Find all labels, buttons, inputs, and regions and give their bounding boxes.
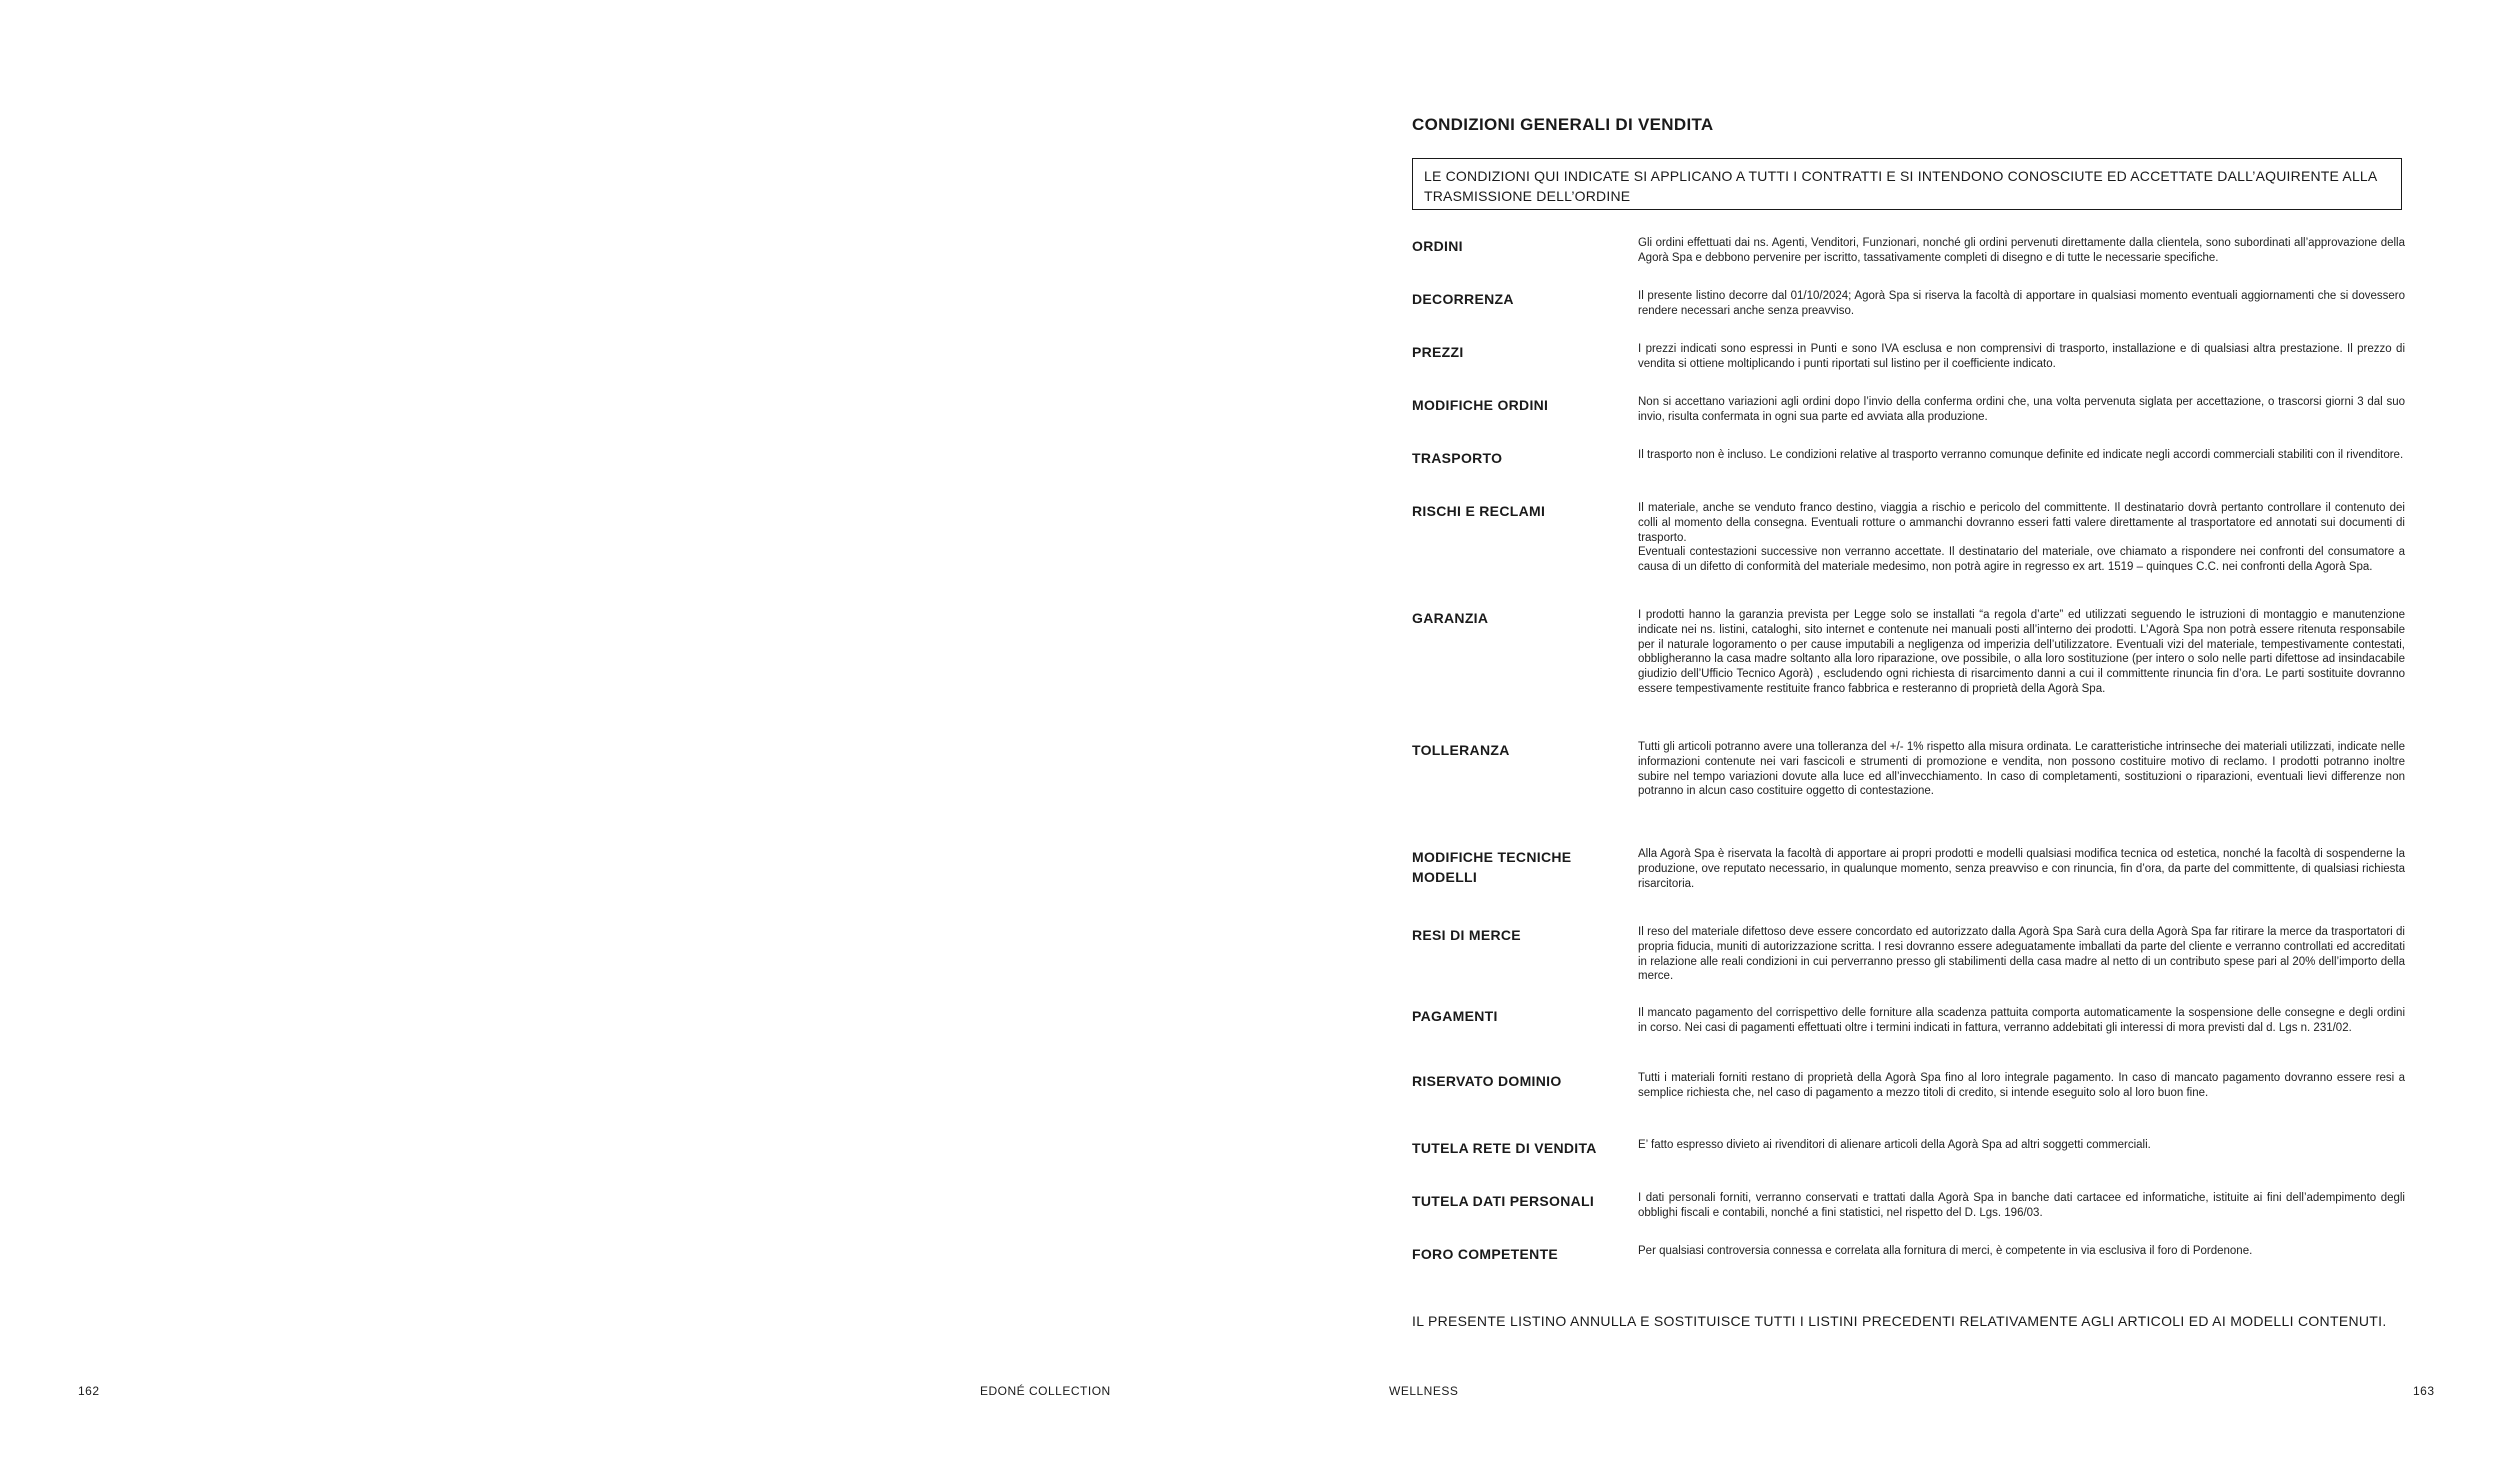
condition-text <box>1638 1191 2405 1221</box>
condition-label: MODIFICHE ORDINI <box>1412 397 1549 413</box>
condition-text <box>1638 1138 2405 1153</box>
right-section-name: WELLNESS <box>1389 1384 1459 1398</box>
right-page-number: 163 <box>2413 1384 2435 1398</box>
condition-label: TRASPORTO <box>1412 450 1503 466</box>
condition-text <box>1638 289 2405 319</box>
condition-text <box>1638 448 2405 463</box>
condition-text <box>1638 1244 2405 1259</box>
condition-label: PAGAMENTI <box>1412 1008 1498 1024</box>
condition-text <box>1638 608 2405 697</box>
condition-text <box>1638 847 2405 891</box>
condition-text <box>1638 395 2405 425</box>
condition-paragraph: I prezzi indicati sono espressi in Punti e sono IVA esclusa e non comprensivi di trasporto, installazione e di qualsiasi altra prestazione. Il prezzo di vendita si ottiene moltiplicando i punti riportati sul listino per il coefficiente indicato. <box>1638 343 2405 370</box>
condition-label: DECORRENZA <box>1412 291 1514 307</box>
condition-paragraph: I prodotti hanno la garanzia prevista per Legge solo se installati “a regola d’arte” ed utilizzati seguendo le istruzioni di montaggio e manutenzione indicate nei ns. listini, cataloghi, sito internet e contenute nei manuali posti all’interno dei prodotti. L’Agorà Spa non potrà essere ritenuta responsabile per il naturale logoramento o per cause imputabili a negligenza od imperizia dell’utilizzatore. Eventuali vizi del materiale, tempestivamente contestati, obbligheranno la casa madre soltanto alla loro riparazione, ove possibile, o alla loro sostituzione (per intero o solo nelle parti difettose ad insindacabile giudizio dell’Ufficio Tecnico Agorà) , escludendo ogni richiesta di risarcimento danni a cui il committente rinuncia fin d’ora. Le parti sostituite dovranno essere tempestivamente restituite franco fabbrica e resteranno di proprietà della Agorà Spa. <box>1638 609 2405 695</box>
condition-paragraph: Tutti gli articoli potranno avere una tolleranza del +/- 1% rispetto alla misura ordinata. Le caratteristiche intrinseche dei materiali utilizzati, indicate nelle informazioni contenute nei vari fascicoli e strumenti di promozione e vendita, non possono costituire motivo di reclamo. I prodotti potranno inoltre subire nel tempo variazioni dovute alla luce ed all’invecchiamento. In caso di completamenti, sostituzioni o riparazioni, eventuali lievi differenze non potranno in alcun caso costituire oggetto di contestazione. <box>1638 741 2405 798</box>
condition-label: FORO COMPETENTE <box>1412 1246 1559 1262</box>
condition-text <box>1638 740 2405 799</box>
condition-paragraph: Eventuali contestazioni successive non verranno accettate. Il destinatario del materiale, ove chiamato a rispondere nei confronti del consumatore a causa di un difetto di conformità del materiale medesimo, non potrà agire in regresso ex art. 1519 – quinques C.C. nei confronti della Agorà Spa. <box>1638 546 2405 574</box>
page-title: CONDIZIONI GENERALI DI VENDITA <box>1412 115 1714 134</box>
condition-label: PREZZI <box>1412 344 1464 360</box>
condition-paragraph: Per qualsiasi controversia connessa e correlata alla fornitura di merci, è competente in via esclusiva il foro di Pordenone. <box>1638 1245 2253 1257</box>
condition-label: ORDINI <box>1412 238 1463 254</box>
condition-paragraph: Non si accettano variazioni agli ordini dopo l’invio della conferma ordini che, una volta pervenuta siglata per accettazione, o trascorsi giorni 3 dal suo invio, risulta confermata in ogni sua parte ed avviata alla produzione. <box>1638 396 2405 423</box>
condition-paragraph: E’ fatto espresso divieto ai rivenditori di alienare articoli della Agorà Spa ad altri soggetti commerciali. <box>1638 1139 2151 1151</box>
condition-text <box>1638 925 2405 984</box>
condition-label: TUTELA DATI PERSONALI <box>1412 1193 1595 1209</box>
condition-text <box>1638 342 2405 372</box>
condition-label: RISCHI E RECLAMI <box>1412 503 1546 519</box>
condition-paragraph: Gli ordini effettuati dai ns. Agenti, Venditori, Funzionari, nonché gli ordini pervenuti direttamente dalla clientela, sono subordinati all’approvazione della Agorà Spa e debbono pervenire per iscritto, tassativamente completi di disegno e di tutte le necessarie specifiche. <box>1638 237 2405 264</box>
condition-paragraph: I dati personali forniti, verranno conservati e trattati dalla Agorà Spa in banche dati cartacee ed informatiche, istituite ai fini dell’adempimento degli obblighi fiscali e contabili, nonché a fini statistici, nel rispetto del D. Lgs. 196/03. <box>1638 1192 2405 1219</box>
condition-paragraph: Il trasporto non è incluso. Le condizioni relative al trasporto verranno comunque definite ed indicate negli accordi commerciali stabiliti con il rivenditore. <box>1638 449 2404 461</box>
condition-label: TUTELA RETE DI VENDITA <box>1412 1140 1597 1156</box>
condition-label: RISERVATO DOMINIO <box>1412 1073 1562 1089</box>
condition-text <box>1638 501 2405 575</box>
condition-label: MODIFICHE TECNICHE MODELLI <box>1412 849 1572 885</box>
condition-label: GARANZIA <box>1412 610 1489 626</box>
condition-paragraph: Il materiale, anche se venduto franco destino, viaggia a rischio e pericolo del committente. Il destinatario dovrà pertanto controllare il contenuto dei colli al momento della consegna. Eventuali rotture o ammanchi dovranno esseri fatti valere direttamente al trasportatore ed annotati sui documenti di trasporto. <box>1638 502 2405 544</box>
condition-text <box>1638 1071 2405 1101</box>
condition-paragraph: Il mancato pagamento del corrispettivo delle forniture alla scadenza pattuita comporta automaticamente la sospensione delle consegne e degli ordini in corso. Nei casi di pagamenti effettuati oltre i termini indicati in fattura, verranno addebitati gli interessi di mora previsti dal d. Lgs n. 231/02. <box>1638 1007 2405 1034</box>
condition-text <box>1638 1006 2405 1036</box>
condition-paragraph: Alla Agorà Spa è riservata la facoltà di apportare ai propri prodotti e modelli qualsiasi modifica tecnica od estetica, nonché la facoltà di sospenderne la produzione, ove reputato necessario, in qualunque momento, senza preavviso e con rinuncia, fin d’ora, da parte del committente, di qualsiasi richiesta risarcitoria. <box>1638 848 2405 890</box>
condition-label: RESI DI MERCE <box>1412 927 1521 943</box>
condition-label: TOLLERANZA <box>1412 742 1510 758</box>
condition-text <box>1638 236 2405 266</box>
left-section-name: EDONÉ COLLECTION <box>980 1384 1111 1398</box>
condition-paragraph: Il presente listino decorre dal 01/10/2024; Agorà Spa si riserva la facoltà di apportare in qualsiasi momento eventuali aggiornamenti che si dovessero rendere necessari anche senza preavviso. <box>1638 290 2405 317</box>
closing-statement: IL PRESENTE LISTINO ANNULLA E SOSTITUISCE TUTTI I LISTINI PRECEDENTI RELATIVAMENTE AGLI ARTICOLI ED AI MODELLI CONTENUTI. <box>1412 1313 2387 1329</box>
condition-paragraph: Tutti i materiali forniti restano di proprietà della Agorà Spa fino al loro integrale pagamento. In caso di mancato pagamento dovranno essere resi a semplice richiesta che, nel caso di pagamento a mezzo titoli di credito, si intende eseguito solo al loro buon fine. <box>1638 1072 2405 1099</box>
condition-paragraph: Il reso del materiale difettoso deve essere concordato ed autorizzato dalla Agorà Spa Sarà cura della Agorà Spa far ritirare la merce da trasportatori di propria fiducia, muniti di autorizzazione scritta. I resi dovranno essere adeguatamente imballati da parte del cliente e verranno controllati ed accreditati in relazione alle reali condizioni in cui perverranno presso gli stabilimenti della casa madre al netto di un contributo spese pari al 20% dell’importo della merce. <box>1638 926 2405 983</box>
left-page-number: 162 <box>78 1384 100 1398</box>
conditions-notice-box: LE CONDIZIONI QUI INDICATE SI APPLICANO A TUTTI I CONTRATTI E SI INTENDONO CONOSCIUTE ED ACCETTATE DALL’AQUIRENTE ALLA TRASMISSIONE DELL’ORDINE <box>1412 158 2402 210</box>
